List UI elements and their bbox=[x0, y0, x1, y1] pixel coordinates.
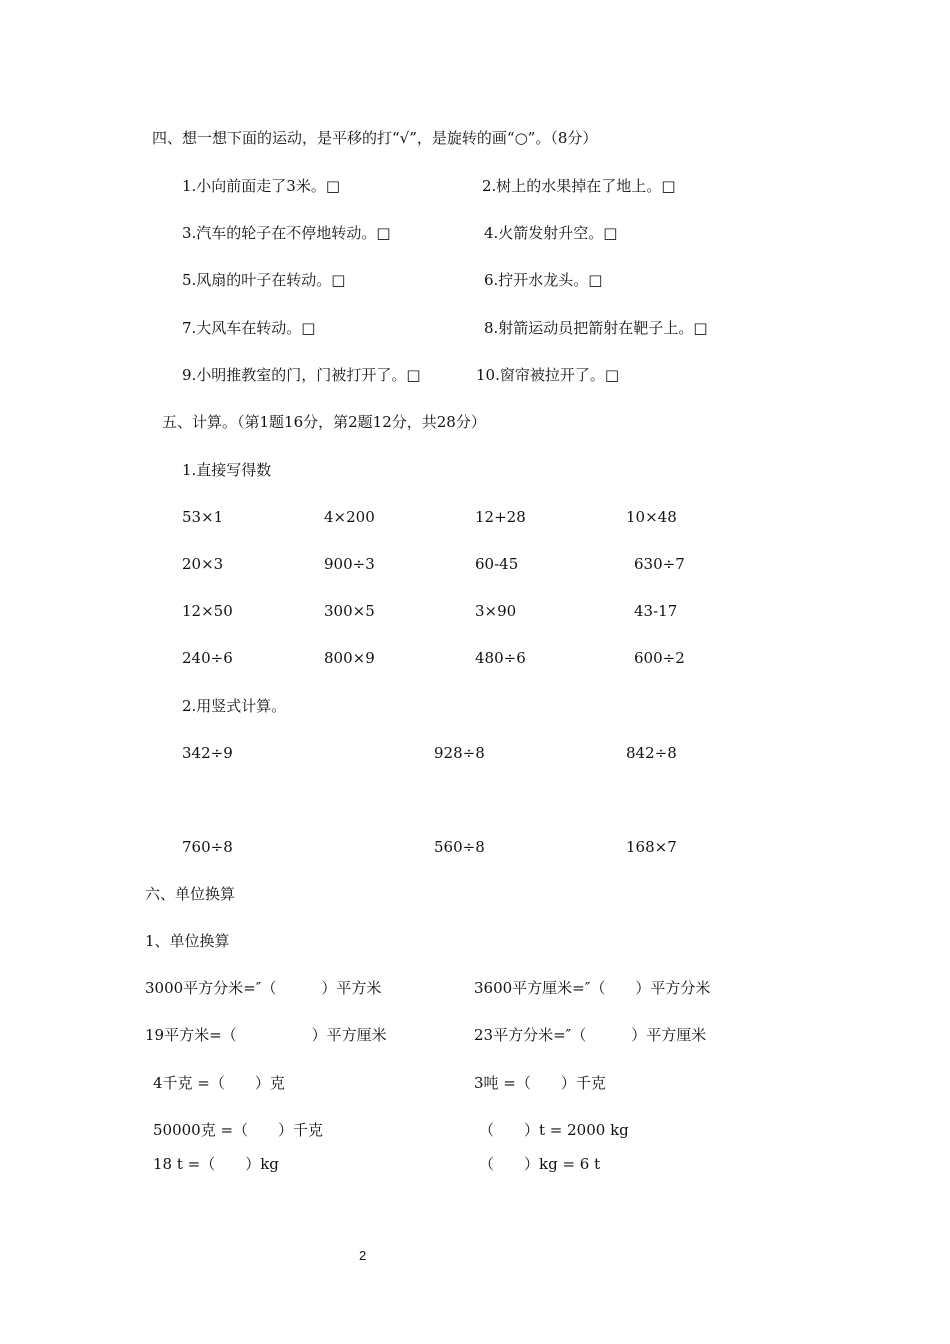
vertical-calc-item: 168×7 bbox=[626, 838, 677, 856]
unit-item: 19平方米=（ ）平方厘米 bbox=[145, 1026, 387, 1044]
vertical-calc-item: 342÷9 bbox=[182, 744, 233, 762]
calc-item: 60-45 bbox=[475, 555, 519, 573]
calc-item: 53×1 bbox=[182, 508, 224, 526]
section5-q1-label: 1.直接写得数 bbox=[182, 461, 272, 479]
unit-item: 18 t =（ ）kg bbox=[153, 1155, 279, 1173]
section4-item-9: 9.小明推教室的门，门被打开了。□ bbox=[182, 366, 421, 384]
calc-item: 480÷6 bbox=[475, 649, 526, 667]
unit-item: 3600平方厘米=″（ ）平方分米 bbox=[474, 979, 711, 997]
section4-item-3: 3.汽车的轮子在不停地转动。□ bbox=[182, 224, 391, 242]
calc-item: 10×48 bbox=[626, 508, 677, 526]
calc-item: 4×200 bbox=[324, 508, 375, 526]
calc-item: 600÷2 bbox=[634, 649, 685, 667]
section4-item-10: 10.窗帘被拉开了。□ bbox=[476, 366, 620, 384]
vertical-calc-item: 560÷8 bbox=[434, 838, 485, 856]
vertical-calc-item: 842÷8 bbox=[626, 744, 677, 762]
unit-item: 23平方分米=″（ ）平方厘米 bbox=[474, 1026, 707, 1044]
section6-title: 六、单位换算 bbox=[145, 885, 236, 903]
section5-q2-label: 2.用竖式计算。 bbox=[182, 697, 287, 715]
section4-item-7: 7.大风车在转动。□ bbox=[182, 319, 316, 337]
section4-item-1: 1.小向前面走了3米。□ bbox=[182, 177, 341, 195]
section6-sub: 1、单位换算 bbox=[145, 932, 230, 950]
calc-item: 800×9 bbox=[324, 649, 375, 667]
calc-item: 300×5 bbox=[324, 602, 375, 620]
section4-item-6: 6.拧开水龙头。□ bbox=[484, 271, 603, 289]
calc-item: 900÷3 bbox=[324, 555, 375, 573]
calc-item: 43-17 bbox=[634, 602, 678, 620]
page-number: 2 bbox=[359, 1248, 367, 1263]
section4-item-4: 4.火箭发射升空。□ bbox=[484, 224, 618, 242]
section4-title: 四、想一想下面的运动，是平移的打“√”，是旋转的画“○”。（8分） bbox=[152, 129, 598, 147]
section4-item-8: 8.射箭运动员把箭射在靶子上。□ bbox=[484, 319, 708, 337]
unit-item: （ ）t = 2000 kg bbox=[479, 1121, 629, 1139]
unit-item: 3000平方分米=″（ ）平方米 bbox=[145, 979, 382, 997]
vertical-calc-item: 760÷8 bbox=[182, 838, 233, 856]
vertical-calc-item: 928÷8 bbox=[434, 744, 485, 762]
unit-item: （ ）kg = 6 t bbox=[479, 1155, 601, 1173]
calc-item: 20×3 bbox=[182, 555, 224, 573]
calc-item: 12+28 bbox=[475, 508, 526, 526]
section4-item-2: 2.树上的水果掉在了地上。□ bbox=[482, 177, 676, 195]
calc-item: 3×90 bbox=[475, 602, 517, 620]
calc-item: 12×50 bbox=[182, 602, 233, 620]
unit-item: 50000克 =（ ）千克 bbox=[153, 1121, 324, 1139]
section5-title: 五、计算。（第1题16分，第2题12分，共28分） bbox=[162, 413, 486, 431]
calc-item: 630÷7 bbox=[634, 555, 685, 573]
calc-item: 240÷6 bbox=[182, 649, 233, 667]
unit-item: 4千克 =（ ）克 bbox=[153, 1074, 285, 1092]
unit-item: 3吨 =（ ）千克 bbox=[474, 1074, 606, 1092]
section4-item-5: 5.风扇的叶子在转动。□ bbox=[182, 271, 346, 289]
